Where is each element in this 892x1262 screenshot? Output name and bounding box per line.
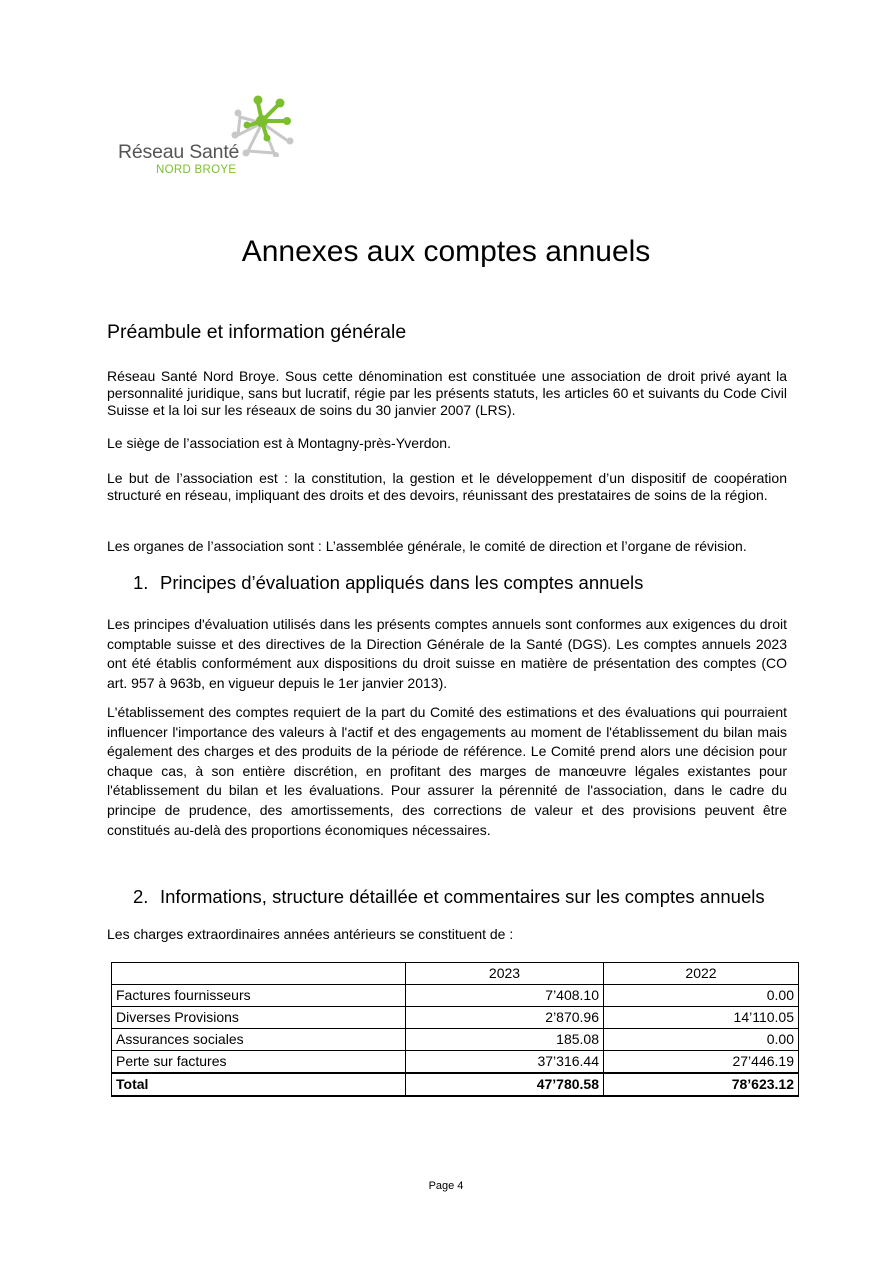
value-2023: 2’870.96 bbox=[406, 1007, 604, 1029]
preamble-paragraph: Le siège de l’association est à Montagny-près-Yverdon. bbox=[107, 435, 451, 451]
row-label: Factures fournisseurs bbox=[112, 985, 406, 1007]
row-label: Diverses Provisions bbox=[112, 1007, 406, 1029]
section-2-intro: Les charges extraordinaires années antérieurs se constituent de : bbox=[107, 926, 514, 942]
table-header-cell bbox=[112, 963, 406, 985]
preamble-paragraph: Le but de l’association est : la constitution, la gestion et le développement d’un dispositif de coopération structuré en réseau, impliquant des droits et des devoirs, réunissant des prestataires de soins de la région. bbox=[107, 470, 787, 503]
table-total-row bbox=[112, 1073, 799, 1096]
section-1-heading bbox=[133, 572, 643, 594]
total-2022: 78’623.12 bbox=[604, 1073, 799, 1096]
preamble-paragraph: Les organes de l’association sont : L’assemblée générale, le comité de direction et l’organe de révision. bbox=[107, 538, 747, 554]
value-2022: 0.00 bbox=[604, 1029, 799, 1051]
value-2023: 7’408.10 bbox=[406, 985, 604, 1007]
logo-subtitle: NORD BROYE bbox=[156, 164, 237, 176]
section-title: Principes d’évaluation appliqués dans les comptes annuels bbox=[160, 572, 644, 593]
value-2022: 14’110.05 bbox=[604, 1007, 799, 1029]
section-1-paragraph: L'établissement des comptes requiert de la part du Comité des estimations et des évaluations qui pourraient influencer l'importance des valeurs à l'actif et des engagements au moment de l'établissement du bilan mais également des charges et des produits de la période de référence. Le Comité prend alors une décision pour chaque cas, à son entière discrétion, en profitant des marges de manœuvre légales existantes pour l'établissement du bilan et les évaluations. Pour assurer la pérennité de l'association, dans le cadre du principe de prudence, des amortissements, des corrections de valeur et des provisions peuvent être constitués au-delà des proportions économiques nécessaires. bbox=[107, 704, 787, 838]
organization-logo bbox=[118, 95, 298, 185]
table-row bbox=[112, 985, 799, 1007]
network-people-icon bbox=[230, 95, 294, 157]
page-title: Annexes aux comptes annuels bbox=[241, 235, 651, 268]
table-header-cell: 2022 bbox=[604, 963, 799, 985]
table-header-cell: 2023 bbox=[406, 963, 604, 985]
section-title: Informations, structure détaillée et commentaires sur les comptes annuels bbox=[160, 886, 765, 907]
value-2023: 37’316.44 bbox=[406, 1051, 604, 1074]
preamble-heading: Préambule et information générale bbox=[107, 321, 407, 343]
table-row bbox=[112, 1051, 799, 1074]
section-2-heading bbox=[133, 886, 765, 908]
page-number: Page 4 bbox=[428, 1180, 464, 1192]
preamble-paragraph: Réseau Santé Nord Broye. Sous cette dénomination est constituée une association de droit privé ayant la personnalité juridique, sans but lucratif, régie par les présents statuts, les articles 60 et suivants du Code Civil Suisse et la loi sur les réseaux de soins du 30 janvier 2007 (LRS). bbox=[107, 368, 787, 418]
value-2022: 27’446.19 bbox=[604, 1051, 799, 1074]
total-2023: 47’780.58 bbox=[406, 1073, 604, 1096]
value-2023: 185.08 bbox=[406, 1029, 604, 1051]
extraordinary-charges-table bbox=[111, 962, 799, 1097]
section-number: 1. bbox=[133, 572, 149, 593]
logo-name: Réseau Santé bbox=[118, 141, 240, 163]
table-header-row bbox=[112, 963, 799, 985]
table-row bbox=[112, 1007, 799, 1029]
value-2022: 0.00 bbox=[604, 985, 799, 1007]
section-number: 2. bbox=[133, 886, 149, 907]
row-label: Perte sur factures bbox=[112, 1051, 406, 1074]
row-label: Assurances sociales bbox=[112, 1029, 406, 1051]
section-1-paragraph: Les principes d'évaluation utilisés dans les présents comptes annuels sont conformes aux exigences du droit comptable suisse et des directives de la Direction Générale de la Santé (DGS). Les comptes annuels 2023 ont été établis conformément aux dispositions du droit suisse en matière de présentation des comptes (CO art. 957 à 963b, en vigueur depuis le 1er janvier 2013). bbox=[107, 616, 787, 691]
total-label: Total bbox=[112, 1073, 406, 1096]
table-row bbox=[112, 1029, 799, 1051]
